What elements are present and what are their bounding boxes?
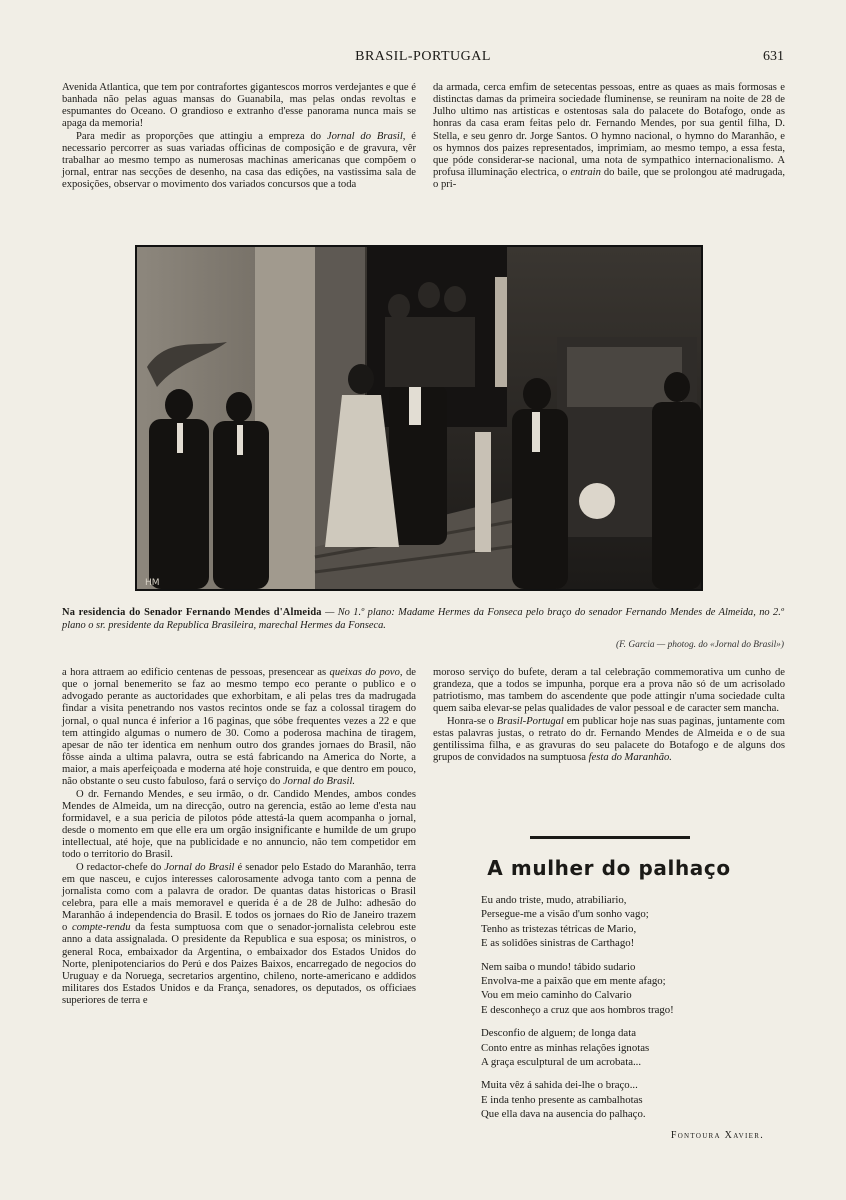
poem-line: Persegue-me a visão d'um sonho vago;	[481, 908, 649, 921]
italic-run: Jornal do Brasil.	[282, 776, 356, 788]
banister-post	[475, 432, 491, 552]
caption-text: — No 1.º plano: Madame Hermes da Fonseca pelo braço do senador Fernando Mendes de Almeida, no 2.º plano o sr. presidente da Republica Brasileira, marechal Hermes da Fonseca.	[62, 607, 785, 631]
poem-stanza	[481, 960, 781, 1018]
photo-monogram: HM	[145, 578, 160, 588]
bottom-right-column	[433, 667, 785, 764]
italic-run: queixas do povo,	[329, 667, 403, 678]
italic-run: Brasil-Portugal	[496, 715, 564, 727]
poem-line: E inda tenho presente as cambalhotas	[481, 1093, 643, 1106]
text-run: da festa sumptuosa com que o senador-jornalista celebrou este anno a data assignalada. O presidente da Republica e sua esposa; os ministros, o general Roca, embaixador da Argentina, o embaixador dos Estados Unidos do Norte, plenipotenciarios do Perú e dos Paizes Baixos, encarregado de negocios do Uruguay e da Noruega, secretarios argentino, chileno, norte-americano e addidos militares dos Estados Unidos e da França, senadores, os deputados, os officiaes superiores de terra e	[62, 922, 416, 1007]
poem-line: Envolva-me a paixão que em mente afago;	[481, 975, 666, 988]
running-title: BRASIL-PORTUGAL	[355, 49, 491, 64]
poem-stanza	[481, 893, 781, 951]
paragraph: moroso serviço do bufete, deram a tal celebração commemorativa um cunho de grandeza, que a todos se impunha, porque era a prova não só de um acrisolado patriotismo, mas tambem do ascendente que pode attingir n'uma sociedade culta quem saiba elevar-se pelas qualidades de valor pessoal e de caracter sem mancha.	[433, 667, 785, 715]
halftone-photograph	[135, 245, 703, 591]
text-run: é necessario percorrer as suas variadas officinas de composição e de gravura, vêr trabalhar ao mesmo tempo as numerosas machinas americanas que compõem o jornal, entrar nas secções de desenho, na casa das edições, na vastissima sala de exposições, observar o movimento dos variados concursos que a toda	[62, 130, 416, 191]
text-run: a hora attraem ao edificio centenas de pessoas, presencear as	[62, 667, 330, 678]
paragraph	[62, 862, 416, 1008]
poem-line: A graça esculptural de um acrobata...	[481, 1056, 642, 1069]
poem-line: Muita vêz á sahida dei-lhe o braço...	[481, 1079, 638, 1092]
poem-line: Eu ando triste, mudo, atrabiliario,	[481, 894, 627, 906]
poem-title: A mulher do palhaço	[487, 856, 731, 880]
italic-run: compte-rendu	[72, 922, 131, 934]
italic-run: entrain	[570, 167, 601, 179]
text-run: é senador pelo Estado do Maranhão, terra em que nasceu, e cujos interesses calorosamente advoga tanto com a penna de jornalista como com a palavra de orador. De quantas datas historicas o Brasil celebra, para elle a mais memoravel e querida é a de 28 de Julho: adhesão do Maranhão á independencia do Brasil. E todos os jornaes do Rio de Janeiro trazem o	[62, 861, 416, 934]
text-run: Honra-se o	[447, 715, 497, 727]
poem-line: Vou em meio caminho do Calvario	[481, 989, 632, 1002]
italic-run: Jornal do Brasil,	[326, 130, 406, 142]
running-header	[0, 47, 846, 69]
poem-line: Desconfio de alguem; de longa data	[481, 1027, 636, 1040]
photo-illustration	[137, 247, 701, 589]
photo-credit: (F. Garcia — photog. do «Jornal do Brasil»)	[616, 640, 784, 650]
text-run: da armada, cerca emfim de setecentas pessoas, entre as quaes as mais formosas e distinctas damas da primeira sociedade fluminense, se reuniram na noite de 28 de Julho ultimo nas artisticas e ostentosas sala do palacete do Botafogo, onde as honras da casa eram feitas pelo dr. Fernando Mendes, por sua gentil filha, D. Stella, e seu genro dr. Jorge Santos. O hymno nacional, o hymno do Maranhão, e os hymnos dos paizes representados, imprimiam, ao mesmo tempo, a essa festa, que póde considerar-se nacional, uma nota de sympathico internacionalismo. A profusa illuminação electrica, o	[433, 82, 785, 179]
text-run: O redactor-chefe do	[76, 861, 165, 873]
section-divider	[530, 836, 690, 839]
poem-line: Nem saiba o mundo! tábido sudario	[481, 960, 636, 973]
text-run: de que o jornal benemerito se faz ao mesmo tempo eco perante o publico e o advogado perante as auctoridades que exhorbitam, e ali pelas tres da madrugada findar a visita penetrando nos vastos recintos onde se faz a colossal tiragem do jornal, o qual nunca é inferior a 16 paginas, que sóbe frequentes vezes a 22 e que tem attingido algumas o numero de 30. Como a poderosa machina de tiragem, apesar de não ter identica em nenhum outro dos grandes jornaes do Brasil, não fôsse ainda a ultima palavra, outra se está fabricando na America do Norte, a maior, a mais aperfeiçoada e moderna até hoje construida, e que dentro em pouco, não obstante o seu custo fabuloso, fará o serviço do	[62, 667, 417, 788]
paragraph	[62, 667, 416, 789]
poem-line: E desconheço a cruz que aos hombros trago!	[481, 1003, 674, 1016]
top-right-column	[433, 82, 785, 191]
poem-line: Que ella dava na ausencia do palhaço.	[481, 1108, 646, 1121]
paragraph: O dr. Fernando Mendes, e seu irmão, o dr. Candido Mendes, ambos condes Mendes de Almeida, um na direcção, outro na gerencia, estão ao leme d'esta nau formidavel, e a sua pericia de pilotos póde attestá-la quem acompanha o jornal, desde o momento em que elle era um orgão insignificante e humilde de um grupo intellectual, até hoje, que na publicidade e no annuncio, não tem competidor em todo o territorio do Brasil.	[62, 788, 416, 861]
paragraph	[433, 716, 785, 765]
text-run: do baile, que se prolongou até madrugada, o pri-	[433, 167, 785, 191]
poem-line: Conto entre as minhas relações ignotas	[481, 1041, 650, 1054]
photo-caption	[62, 606, 784, 632]
page-number: 631	[763, 49, 784, 64]
poem-body	[481, 893, 781, 1131]
caption-lead: Na residencia do Senador Fernando Mendes d'Almeida	[62, 607, 322, 618]
poem-author: Fontoura Xavier.	[670, 1130, 764, 1141]
text-run: em publicar hoje nas suas paginas, juntamente com estas palavras justas, o retrato do dr. Fernando Mendes de Almeida e o de sua gentilissima filha, e as gravuras do seu palacete do Botafogo e de alguns dos grupos de convidados na sumptuosa	[433, 715, 785, 764]
bottom-left-column	[62, 667, 416, 1007]
italic-run: Jornal do Brasil	[164, 861, 235, 873]
top-left-column	[62, 82, 416, 191]
poem-stanza	[481, 1078, 781, 1121]
poem-line: E as solidões sinistras de Carthago!	[481, 937, 635, 950]
poem-stanza	[481, 1026, 781, 1069]
paragraph: Avenida Atlantica, que tem por contrafortes gigantescos morros verdejantes e que é banhada não pelas aguas mansas do Guanabila, mas pelas ondas revoltas e espumantes do Oceano. O grandioso e extranho d'esse panorama nunca mais se apaga da memoria!	[62, 82, 416, 130]
paragraph	[62, 131, 416, 192]
poem-line: Tenho as tristezas tétricas de Mario,	[481, 922, 637, 935]
paragraph	[433, 82, 785, 191]
italic-run: festa do Maranhão.	[588, 752, 672, 764]
text-run: Para medir as proporções que attingiu a empreza do	[76, 130, 327, 142]
